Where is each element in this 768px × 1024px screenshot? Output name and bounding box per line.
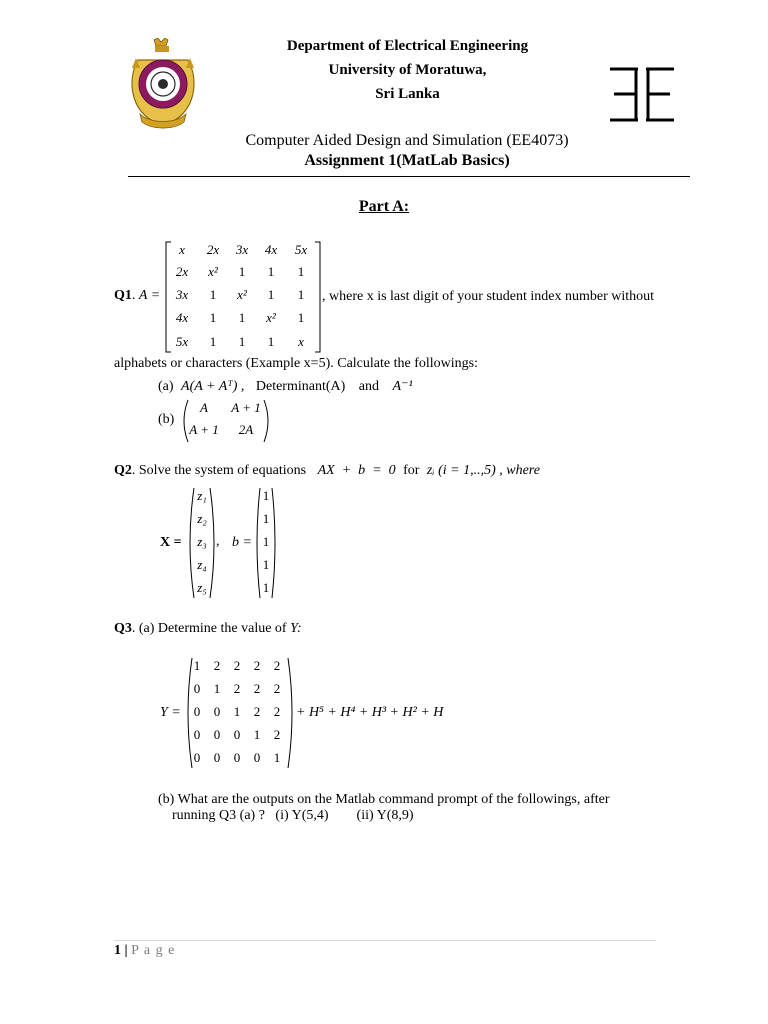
footer-rule	[114, 940, 656, 941]
q1-matrix	[166, 240, 320, 354]
matrix-cell: 1	[238, 334, 246, 349]
matrix-cell: 0	[213, 704, 221, 719]
q2-comma: ,	[216, 534, 220, 549]
matrix-cell: x²	[237, 287, 247, 302]
matrix-cell: 2	[273, 727, 281, 742]
footer-separator: |	[124, 943, 128, 958]
q1-part-b-label: (b)	[158, 412, 175, 427]
department-name: Department of Electrical Engineering	[286, 38, 529, 54]
matrix-cell: 1	[238, 264, 246, 279]
page-word: P a g e	[131, 943, 176, 958]
header-rule	[128, 176, 690, 177]
university-crest-logo	[128, 38, 198, 130]
matrix-cell: 2x	[206, 242, 220, 257]
matrix-cell: 2	[273, 658, 281, 673]
matrix-cell: 1	[273, 750, 281, 765]
matrix-cell: A + 1	[231, 400, 261, 415]
q3-part-b-line1: (b) What are the outputs on the Matlab command prompt of the followings, after	[158, 792, 610, 807]
vector-entry: 1	[262, 580, 270, 595]
matrix-cell: 2	[253, 681, 261, 696]
matrix-cell: 4x	[264, 242, 278, 257]
q1-after-matrix: , where x is last digit of your student index number without	[322, 289, 655, 304]
q3-matrix	[188, 656, 292, 770]
vector-entry: z₄	[197, 557, 207, 572]
q2-x-vector	[188, 486, 216, 600]
matrix-cell: 1	[267, 287, 275, 302]
matrix-cell: 3x	[175, 287, 189, 302]
q3-part-b-line2: running Q3 (a) ? (i) Y(5,4) (ii) Y(8,9)	[172, 808, 414, 823]
matrix-cell: 0	[193, 704, 201, 719]
matrix-cell: 1	[209, 334, 217, 349]
matrix-cell: 2	[273, 681, 281, 696]
matrix-cell: 1	[297, 287, 305, 302]
matrix-cell: 0	[213, 727, 221, 742]
q2-x-lhs: X =	[160, 535, 182, 550]
vector-entry: 1	[262, 488, 270, 503]
matrix-cell: 0	[193, 681, 201, 696]
q3-statement: Q3. (a) Determine the value of Y:	[114, 621, 302, 636]
vector-entry: z₂	[197, 511, 207, 526]
vector-entry: 1	[262, 511, 270, 526]
matrix-cell: A	[200, 400, 208, 415]
matrix-cell: 0	[253, 750, 261, 765]
page-footer	[114, 943, 175, 959]
q2-b-vector	[256, 486, 276, 600]
matrix-cell: 1	[267, 334, 275, 349]
matrix-cell: x²	[208, 264, 218, 279]
matrix-cell: 2x	[175, 264, 189, 279]
matrix-cell: 0	[193, 727, 201, 742]
matrix-cell: 0	[233, 750, 241, 765]
matrix-cell: x	[298, 334, 304, 349]
q3-rhs: + H⁵ + H⁴ + H³ + H² + H	[296, 705, 444, 720]
matrix-cell: 2	[213, 658, 221, 673]
assignment-title: Assignment 1(MatLab Basics)	[304, 152, 510, 169]
matrix-cell: 2	[233, 681, 241, 696]
matrix-cell: 2	[253, 658, 261, 673]
page-number: 1	[114, 943, 121, 958]
course-title: Computer Aided Design and Simulation (EE4073)	[245, 132, 569, 149]
matrix-cell: 1	[209, 287, 217, 302]
vector-entry: 1	[262, 534, 270, 549]
matrix-cell: 1	[297, 310, 305, 325]
department-mark-icon	[608, 66, 676, 124]
matrix-cell: 2A	[238, 422, 254, 437]
q1-label: Q1. A =	[114, 288, 161, 303]
matrix-cell: x²	[266, 310, 276, 325]
matrix-cell: 1	[297, 264, 305, 279]
matrix-cell: 1	[193, 658, 201, 673]
q2-b-lhs: b =	[232, 535, 252, 550]
q1-line2: alphabets or characters (Example x=5). Calculate the followings:	[114, 356, 478, 371]
vector-entry: 1	[262, 557, 270, 572]
matrix-cell: 5x	[294, 242, 308, 257]
part-title: Part A:	[358, 198, 410, 215]
q1-block-matrix	[188, 398, 268, 444]
q3-lhs: Y =	[160, 705, 181, 720]
matrix-cell: 1	[209, 310, 217, 325]
matrix-cell: 2	[233, 658, 241, 673]
q2-statement: Q2. Solve the system of equations AX + b = 0 for zᵢ (i = 1,..,5) , where	[114, 463, 540, 478]
matrix-cell: 2	[273, 704, 281, 719]
matrix-cell: 0	[233, 727, 241, 742]
vector-entry: z₃	[197, 534, 207, 549]
matrix-cell: 5x	[175, 334, 189, 349]
matrix-cell: 0	[193, 750, 201, 765]
matrix-cell: A + 1	[189, 422, 219, 437]
country-name: Sri Lanka	[375, 86, 440, 102]
matrix-cell: 4x	[175, 310, 189, 325]
matrix-cell: 3x	[235, 242, 249, 257]
vector-entry: z₁	[197, 488, 207, 503]
matrix-cell: 1	[253, 727, 261, 742]
matrix-cell: x	[179, 242, 185, 257]
q1-part-a: (a) A(A + Aᵀ) , Determinant(A) and A⁻¹	[158, 379, 413, 394]
vector-entry: z₅	[197, 580, 207, 595]
matrix-cell: 1	[233, 704, 241, 719]
matrix-cell: 0	[213, 750, 221, 765]
university-name: University of Moratuwa,	[328, 62, 487, 78]
matrix-cell: 2	[253, 704, 261, 719]
matrix-cell: 1	[267, 264, 275, 279]
matrix-cell: 1	[213, 681, 221, 696]
matrix-cell: 1	[238, 310, 246, 325]
